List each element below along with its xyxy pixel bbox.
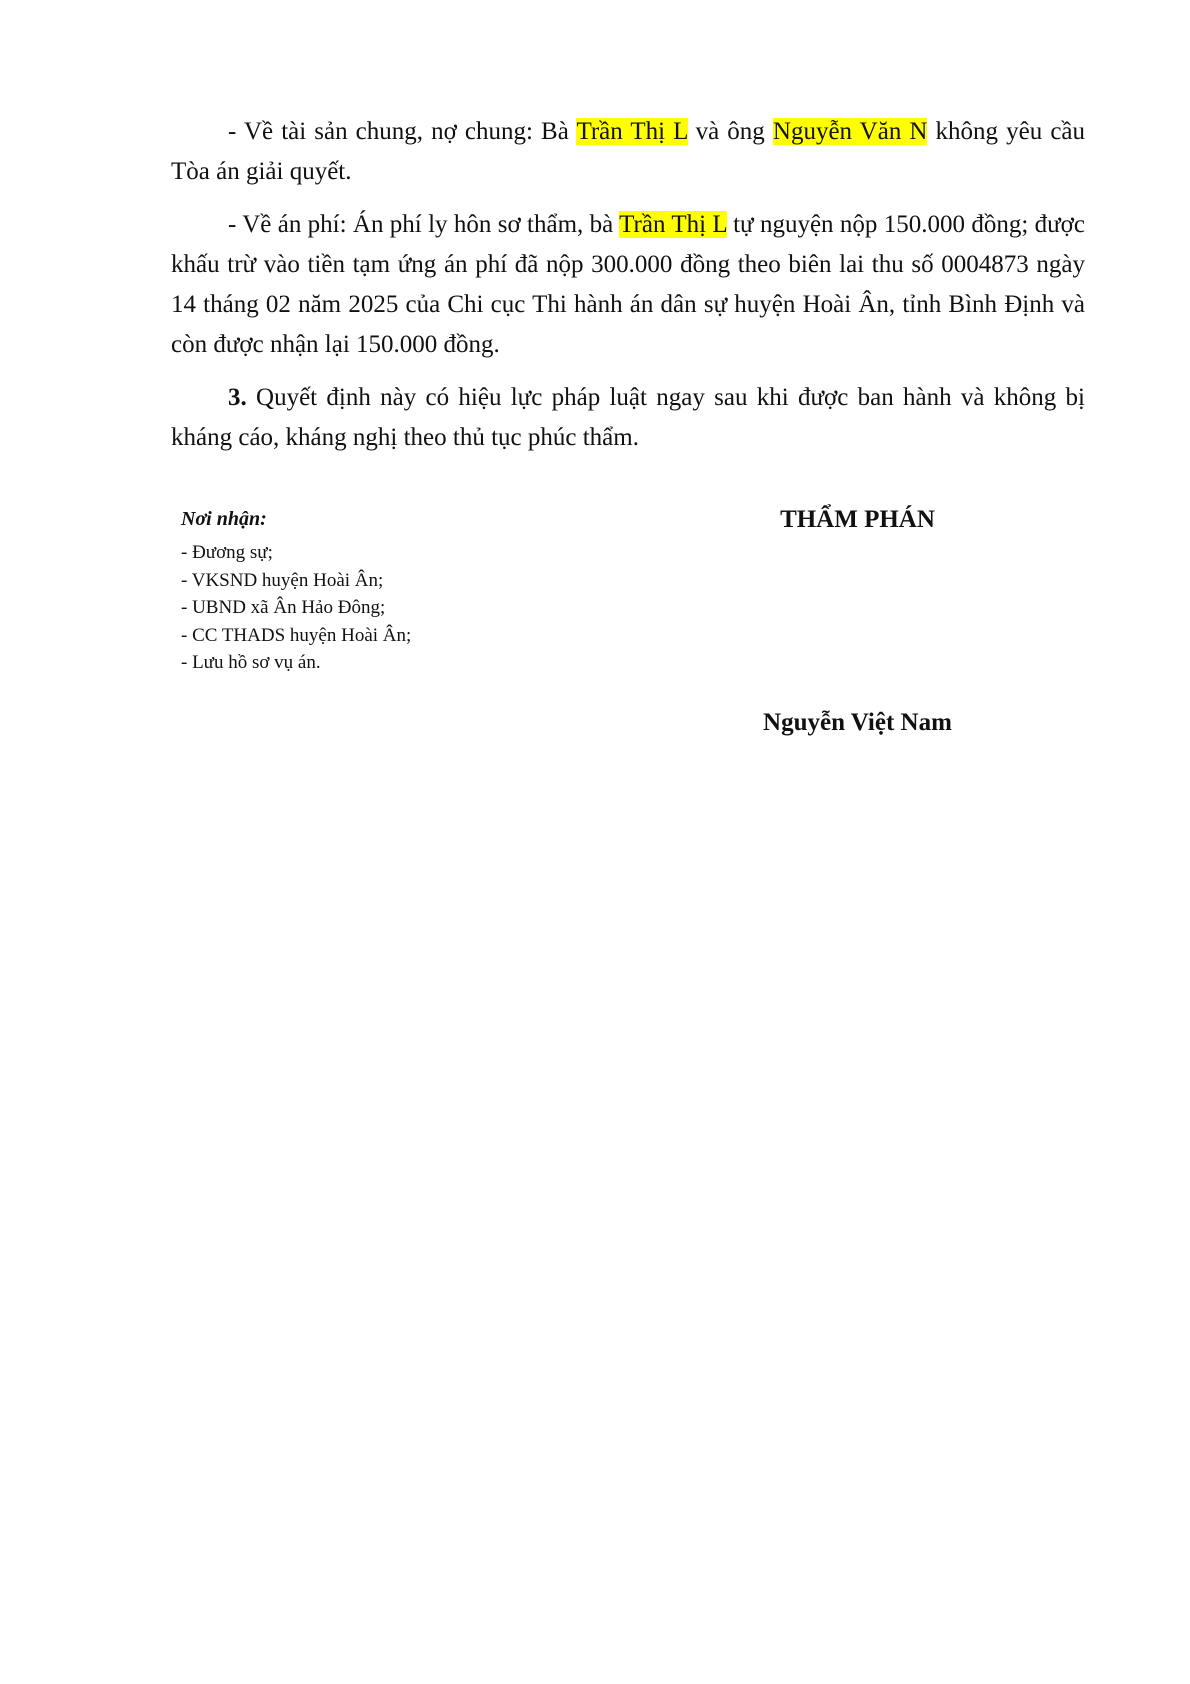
paragraph-effect	[171, 378, 1085, 458]
item-number: 3.	[228, 384, 247, 411]
paragraph-common-property	[171, 112, 1085, 192]
recipients-block	[181, 503, 601, 677]
recipient-item: - Đương sự;	[181, 542, 273, 563]
text-segment: và ông	[687, 118, 773, 145]
decision-body	[171, 112, 1085, 471]
recipient-item: - UBND xã Ân Hảo Đông;	[181, 597, 386, 618]
recipients-list	[181, 539, 601, 677]
text-segment: - Về án phí: Án phí ly hôn sơ thẩm, bà	[228, 211, 620, 238]
paragraph-court-fee	[171, 205, 1085, 365]
text-segment: - Về tài sản chung, nợ chung: Bà	[228, 118, 577, 145]
recipients-title: Nơi nhận:	[181, 508, 267, 530]
recipient-item: - VKSND huyện Hoài Ân;	[181, 569, 384, 591]
signer-title: THẨM PHÁN	[780, 506, 935, 533]
signer-name: Nguyễn Việt Nam	[763, 709, 952, 736]
text-segment: Quyết định này có hiệu lực pháp luật ngay sau khi được ban hành và không bị kháng cáo, kháng nghị theo thủ tục phúc thẩm.	[171, 384, 1085, 451]
highlighted-name: Trần Thị L	[619, 211, 727, 238]
text-segment: không yêu cầu Tòa án giải quyết.	[171, 118, 1086, 185]
recipient-item: - CC THADS huyện Hoài Ân;	[181, 624, 412, 646]
highlighted-name: Trần Thị L	[576, 118, 688, 145]
highlighted-name: Nguyễn Văn N	[772, 118, 928, 145]
text-segment: tự nguyện nộp 150.000 đồng; được khấu trừ vào tiền tạm ứng án phí đã nộp 300.000 đồng theo biên lai thu số 0004873 ngày 14 tháng 02 năm 2025 của Chi cục Thi hành án dân sự huyện Hoài Ân, tỉnh Bình Định và còn được nhận lại 150.000 đồng.	[171, 211, 1085, 358]
recipient-item: - Lưu hồ sơ vụ án.	[181, 652, 321, 673]
